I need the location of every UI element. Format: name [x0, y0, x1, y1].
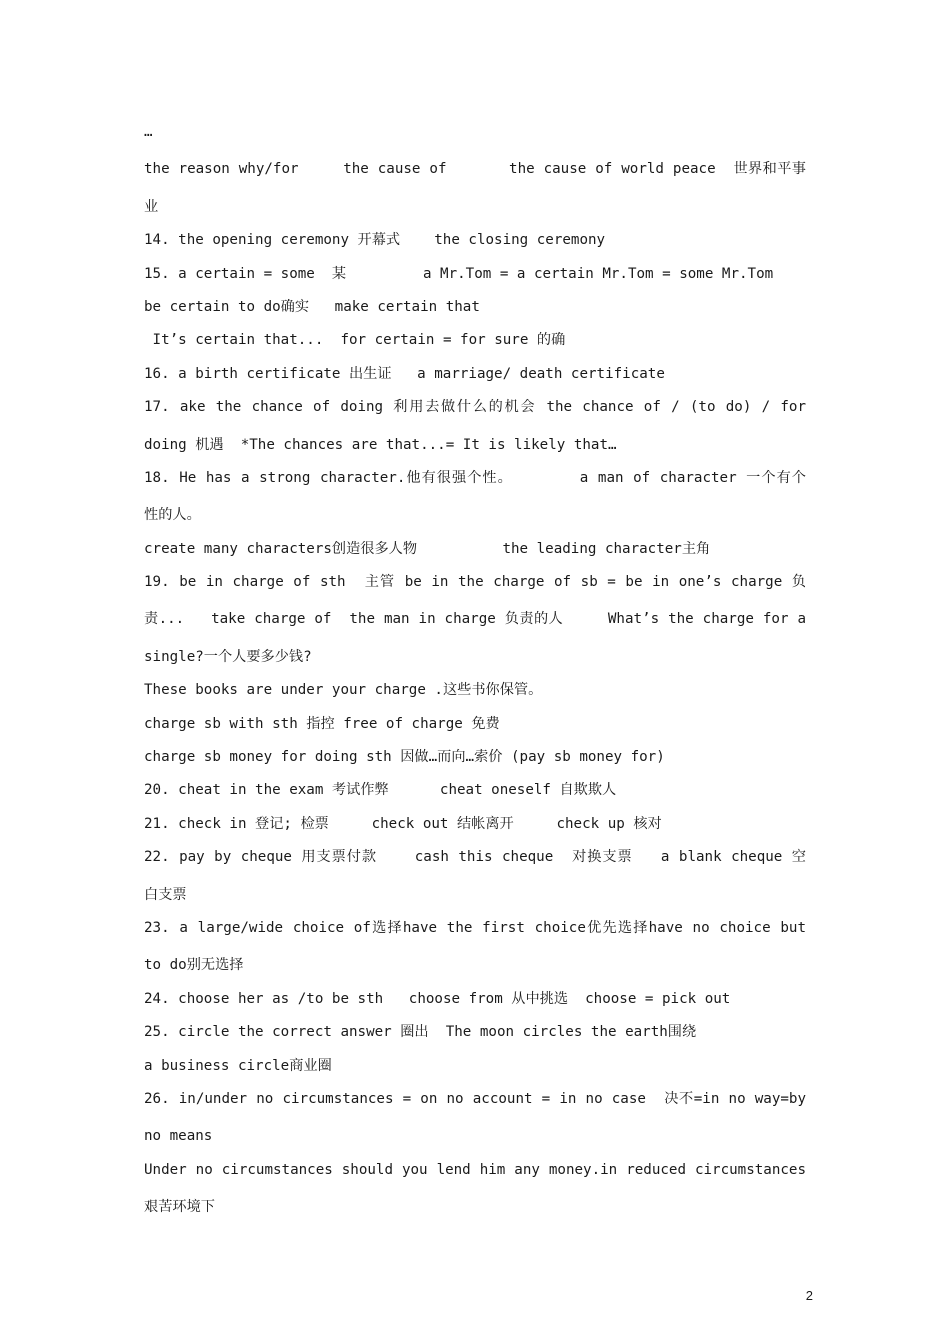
- text-line: 15. a certain = some 某 a Mr.Tom = a certain Mr.Tom = some Mr.Tom: [144, 265, 774, 282]
- text-line: single?一个人要多少钱?: [144, 648, 312, 665]
- text-line: 17. ake the chance of doing 利用去做什么的机会 the chance of / (to do) / for: [144, 399, 806, 416]
- text-line: 24. choose her as /to be sth choose from 从中挑选 choose = pick out: [144, 990, 731, 1007]
- text-line: 14. the opening ceremony 开幕式 the closing ceremony: [144, 232, 606, 249]
- text-line: 21. check in 登记; 检票 check out 结帐离开 check up 核对: [144, 815, 662, 832]
- text-line: 26. in/under no circumstances = on no account = in no case 决不=in no way=by: [144, 1090, 806, 1107]
- page-number: 2: [805, 1288, 813, 1303]
- text-line: …: [144, 124, 153, 140]
- text-line: no means: [144, 1128, 213, 1145]
- text-line: create many characters创造很多人物 the leading character主角: [144, 540, 711, 557]
- text-line: 业: [144, 198, 159, 215]
- text-line: a business circle商业圈: [144, 1057, 332, 1074]
- text-line: doing 机遇 *The chances are that...= It is likely that…: [144, 436, 617, 453]
- text-line: 责... take charge of the man in charge 负责的人 What’s the charge for a: [144, 611, 806, 628]
- text-line: charge sb money for doing sth 因做…而向…索价 (pay sb money for): [144, 749, 665, 766]
- text-line: be certain to do确实 make certain that: [144, 298, 480, 315]
- text-line: 23. a large/wide choice of选择have the first choice优先选择have no choice but: [144, 919, 806, 936]
- text-line: It’s certain that... for certain = for sure 的确: [144, 332, 566, 349]
- text-line: charge sb with sth 指控 free of charge 免费: [144, 715, 500, 732]
- text-line: the reason why/for the cause of the cause of world peace 世界和平事: [144, 161, 806, 178]
- text-line: 19. be in charge of sth 主管 be in the charge of sb = be in one’s charge 负: [144, 574, 806, 591]
- document-body: [144, 122, 806, 1217]
- text-line: 25. circle the correct answer 圈出 The moon circles the earth围绕: [144, 1024, 697, 1041]
- text-line: 艰苦环境下: [144, 1199, 215, 1216]
- text-line: 白支票: [144, 886, 187, 903]
- text-line: 18. He has a strong character.他有很强个性。 a man of character 一个有个: [144, 469, 806, 486]
- text-line: 16. a birth certificate 出生证 a marriage/ death certificate: [144, 365, 665, 382]
- text-line: Under no circumstances should you lend him any money.in reduced circumstances: [144, 1161, 806, 1178]
- text-line: 性的人。: [144, 507, 201, 524]
- text-line: 22. pay by cheque 用支票付款 cash this cheque 对换支票 a blank cheque 空: [144, 849, 806, 866]
- text-line: to do别无选择: [144, 957, 244, 974]
- text-line: 20. cheat in the exam 考试作弊 cheat oneself 自欺欺人: [144, 782, 617, 799]
- text-line: These books are under your charge .这些书你保管。: [144, 682, 543, 699]
